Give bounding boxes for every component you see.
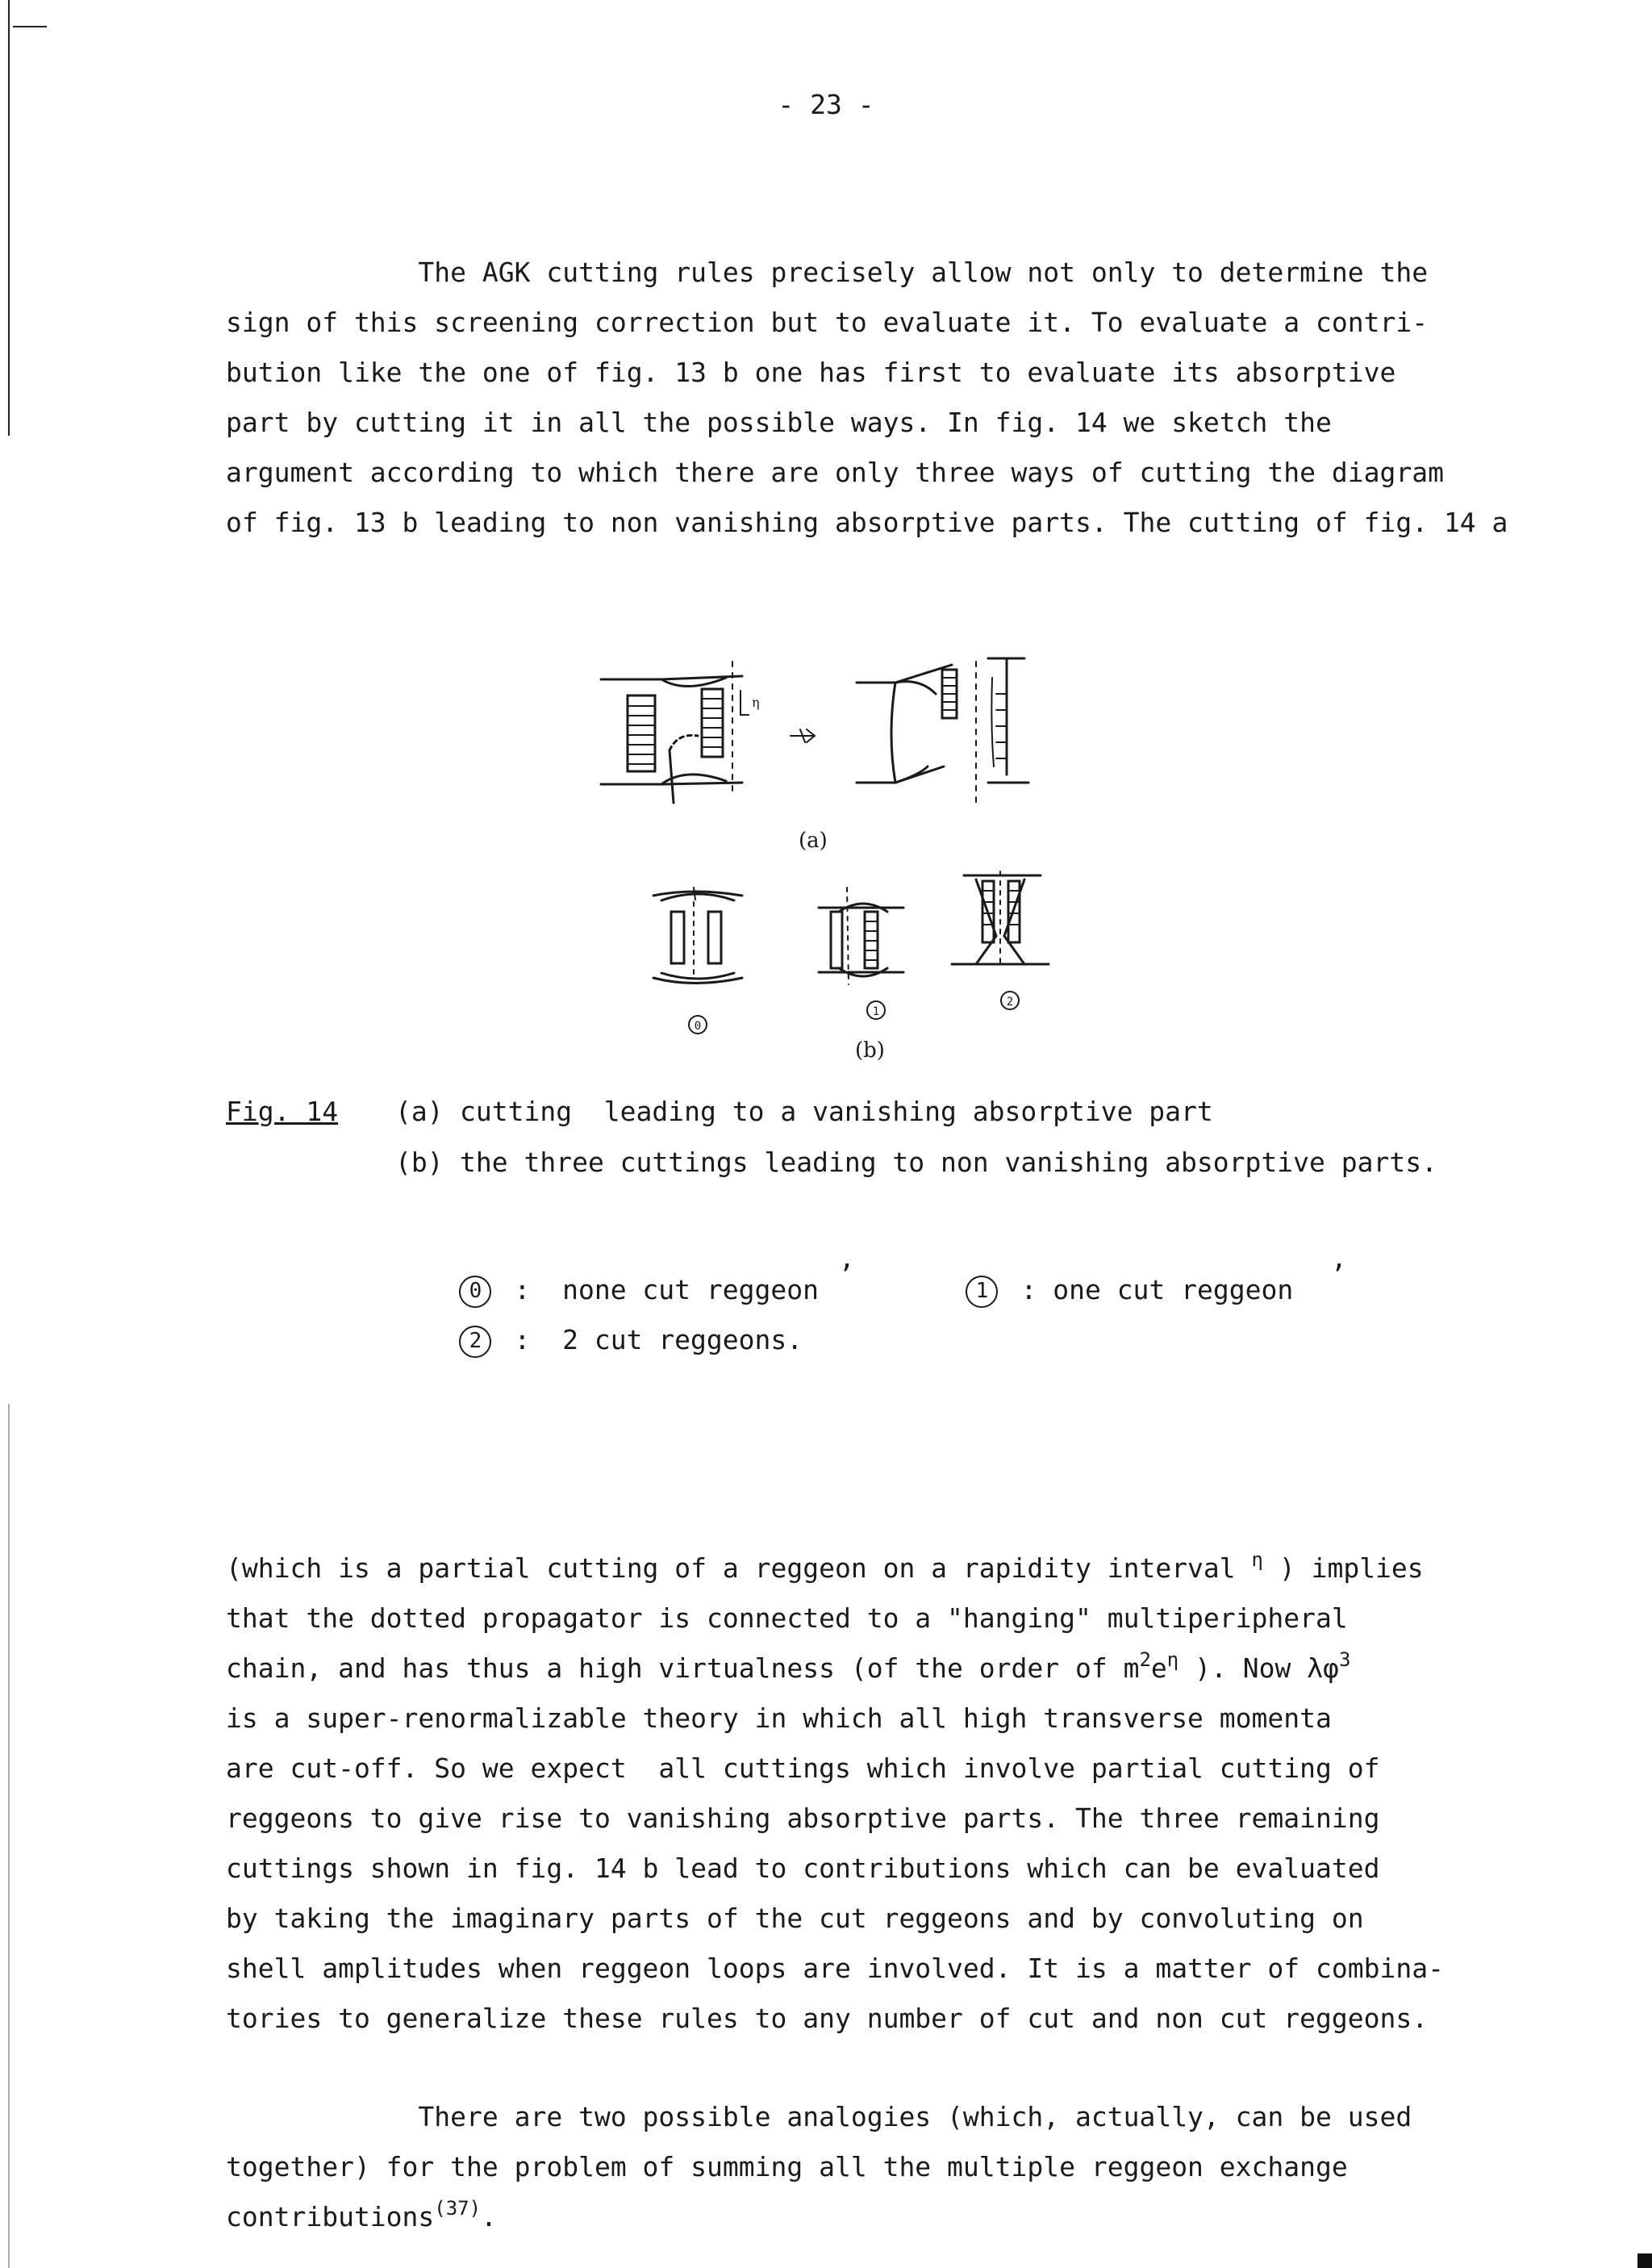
legend-sep-2: , <box>1331 1243 1347 1274</box>
legend-circle-1: 1 <box>966 1276 998 1308</box>
scan-corner-mark <box>1637 2253 1652 2268</box>
para1-line: sign of this screening correction but to evaluate it. To evaluate a contri- <box>226 307 1429 338</box>
diagram-b-2 <box>952 871 1049 968</box>
para3-line-2: together) for the problem of summing all the multiple reggeon exchange <box>226 2151 1348 2182</box>
diagram-a-right <box>857 658 1028 807</box>
reference-37: (37) <box>434 2197 482 2220</box>
figure-label-b: (b) <box>855 1038 885 1063</box>
para1-line: bution like the one of fig. 13 b one has first to evaluate its absorptive <box>226 357 1396 388</box>
caption-a-text: cutting leading to a vanishing absorptive part <box>460 1096 1213 1127</box>
para2-line: tories to generalize these rules to any number of cut and non cut reggeons. <box>226 2003 1429 2034</box>
left-margin-rule-lower <box>8 1404 10 2268</box>
legend-circle-2: 2 <box>459 1326 491 1358</box>
diagram-b-circle-0 <box>689 1016 707 1034</box>
left-margin-rule <box>8 0 10 436</box>
para2-line: reggeons to give rise to vanishing absorptive parts. The three remaining <box>226 1802 1380 1834</box>
legend-two-cut: : 2 cut reggeons. <box>514 1324 803 1355</box>
legend-row-2 <box>395 1293 803 1389</box>
para2-line: are cut-off. So we expect all cuttings which involve partial cutting of <box>226 1752 1380 1784</box>
para2-line: is a super-renormalizable theory in which all high transverse momenta <box>226 1702 1332 1734</box>
diagram-b-1 <box>819 888 903 984</box>
caption-b-text: the three cuttings leading to non vanishing absorptive parts. <box>460 1147 1437 1178</box>
para1-line: The AGK cutting rules precisely allow not only to determine the <box>226 257 1429 288</box>
diagram-a-arrow <box>791 729 815 742</box>
caption-b-tag: (b) <box>395 1147 444 1178</box>
legend-one-cut: : one cut reggeon <box>1020 1274 1294 1305</box>
diagram-a-left <box>601 662 760 803</box>
svg-text:2: 2 <box>1006 996 1014 1009</box>
legend-sep-1: , <box>839 1243 855 1274</box>
para2-line-1: (which is a partial cutting of a reggeon on a rapidity interval $^\eta$ ) implies <box>226 1548 1424 1584</box>
diagram-b-0 <box>653 888 742 984</box>
eta-symbol: η <box>1251 1548 1263 1571</box>
para2-line: shell amplitudes when reggeon loops are involved. It is a matter of combina- <box>226 1953 1444 1984</box>
legend-circle-0: 0 <box>459 1276 491 1308</box>
para2-line: cuttings shown in fig. 14 b lead to contributions which can be evaluated <box>226 1852 1380 1884</box>
para1-line: of fig. 13 b leading to non vanishing absorptive parts. The cutting of fig. 14 a <box>226 507 1508 538</box>
para2-line: by taking the imaginary parts of the cut reggeons and by convoluting on <box>226 1903 1364 1934</box>
para2-line-3: chain, and has thus a high virtualness (of the order of $m^2e^\eta$ ). Now $\lambda\varphi^3$ <box>226 1648 1351 1684</box>
svg-text:η: η <box>752 695 760 710</box>
caption-a-tag: (a) <box>395 1096 444 1127</box>
diagram-b-circle-2 <box>1001 992 1019 1009</box>
top-corner-tick <box>13 26 47 27</box>
figure-label-a: (a) <box>799 829 828 853</box>
para3-line-1: There are two possible analogies (which, actually, can be used <box>226 2101 1412 2132</box>
svg-text:0: 0 <box>694 1020 702 1033</box>
svg-text:1: 1 <box>872 1005 880 1018</box>
page-number: - 23 - <box>778 89 874 120</box>
para3-line-3: contributions$^{(37)}$. <box>226 2197 497 2232</box>
caption-fig-label: Fig. 14 <box>226 1096 339 1127</box>
para1-line: argument according to which there are only three ways of cutting the diagram <box>226 457 1444 488</box>
legend-none-cut: : none cut reggeon <box>514 1274 819 1305</box>
figure-14-diagrams <box>565 645 1129 1065</box>
para2-line-2: that the dotted propagator is connected to a "hanging" multiperipheral <box>226 1602 1348 1634</box>
para1-line: part by cutting it in all the possible ways. In fig. 14 we sketch the <box>226 407 1332 438</box>
diagram-b-circle-1 <box>867 1001 885 1019</box>
legend-row-1b <box>902 1243 1293 1339</box>
